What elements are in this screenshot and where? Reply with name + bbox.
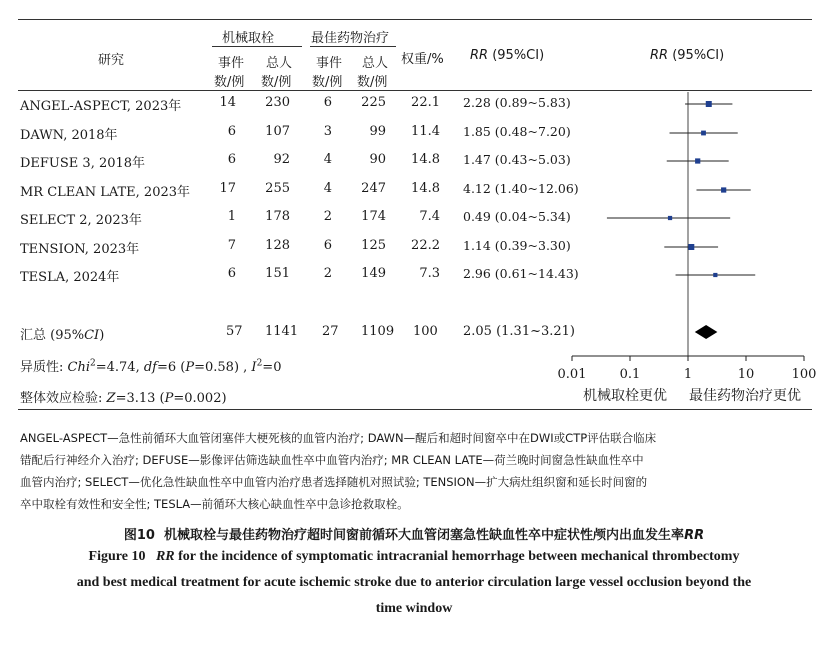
caption-en-label: Figure 10 [88,549,146,564]
caption-en-line-1 [10,544,818,570]
weight: 22.1 [411,95,440,110]
rr-ci-text: 1.14 (0.39~3.30) [463,238,571,253]
het-chi-sup: 2 [90,358,96,369]
events-medical: 6 [323,238,332,253]
study-name: TENSION, 2023年 [20,242,140,257]
summary-total-c: 1109 [361,324,395,339]
x-tick-label: 0.1 [619,367,641,382]
x-label-left: 机械取栓更优 [583,388,667,404]
het-p-val: =0.58) , [194,360,252,375]
total-medical: 99 [369,124,386,139]
x-tick-label: 10 [737,367,755,382]
plot-header-rr: RR [650,48,669,63]
total-medical: 247 [361,181,386,196]
overall-p: P [164,391,174,406]
rr-ci-text: 2.28 (0.89~5.83) [463,95,571,110]
events-medical: 3 [323,124,332,139]
het-i: I [251,360,257,375]
note-line-4: 卒中取栓有效性和安全性; TESLA—前循环大核心缺血性卒中急诊抢救取栓。 [20,497,409,511]
rr-ci-text: 2.96 (0.61~14.43) [463,266,579,281]
events-thrombectomy: 1 [227,209,236,224]
rr-ci-header-ci: (95%CI) [492,48,545,63]
events-thrombectomy: 17 [219,181,236,196]
summary-events-c: 27 [322,324,339,339]
plot-header-ci: (95%CI) [672,48,725,63]
study-name: TESLA, 2024年 [20,270,120,285]
events-thrombectomy: 14 [219,95,236,110]
het-p: P [185,360,195,375]
events-thrombectomy: 6 [227,152,236,167]
note-line-3: 血管内治疗; SELECT—优化急性缺血性卒中血管内治疗患者选择随机对照试验; TENSION—扩大病灶组织窗和延长时间窗的 [20,475,648,489]
total-thrombectomy: 230 [265,95,290,110]
total-thrombectomy: 151 [265,266,290,281]
weight: 22.2 [411,238,440,253]
het-i-sup: 2 [256,358,263,369]
events-thrombectomy: 6 [227,266,236,281]
overall-label: 整体效应检验: [20,391,107,406]
het-chi-val: =4.74, [95,360,144,375]
caption-en-text-1: for the incidence of symptomatic intracranial hemorrhage between mechanical thrombectomy [178,549,740,564]
summary-label-c: ) [99,328,105,343]
total-thrombectomy: 178 [265,209,290,224]
x-tick-label: 1 [683,367,693,382]
x-label-right: 最佳药物治疗更优 [689,388,801,404]
study-name: MR CLEAN LATE, 2023年 [20,185,191,200]
group-header-thrombectomy: 机械取栓 [222,31,275,46]
total-thrombectomy: 107 [265,124,290,139]
weight: 14.8 [411,152,440,167]
summary-label-a: 汇总 (95% [20,328,85,343]
events-header-t2: 数/例 [214,75,245,90]
rr-ci-text: 1.85 (0.48~7.20) [463,124,571,139]
weight: 14.8 [411,181,440,196]
events-medical: 4 [323,152,332,167]
events-header-c2: 数/例 [312,75,343,90]
caption-en-line-2: and best medical treatment for acute ischemic stroke due to anterior circulation large vessel occlusion beyond the [76,575,752,590]
total-header-c1: 总人 [362,56,389,71]
het-label: 异质性: [20,360,68,375]
x-tick-label: 0.01 [557,367,587,382]
caption-en-rr: RR [155,549,175,564]
total-medical: 149 [361,266,386,281]
point-estimate-select-2 [668,216,672,220]
total-header-t1: 总人 [266,56,293,71]
x-tick-label: 100 [791,367,817,382]
summary-label-ci: CI [84,328,100,343]
events-header-c1: 事件 [316,56,343,71]
point-estimate-dawn [701,131,706,136]
total-medical: 225 [361,95,386,110]
events-header-t1: 事件 [218,56,245,71]
het-chi: Chi [67,360,90,375]
study-name: SELECT 2, 2023年 [20,213,142,228]
weight: 7.3 [419,266,440,281]
overall-z: Z [106,391,116,406]
events-thrombectomy: 7 [227,238,236,253]
point-estimate-defuse-3 [695,158,700,163]
events-medical: 4 [323,181,332,196]
events-medical: 2 [323,209,332,224]
pooled-diamond [695,325,718,339]
study-column-header: 研究 [98,53,125,68]
point-estimate-tension [688,244,694,250]
total-thrombectomy: 255 [265,181,290,196]
group-header-medical: 最佳药物治疗 [311,31,390,46]
study-name: DEFUSE 3, 2018年 [20,156,146,171]
caption-cn-rr: RR [684,528,705,543]
study-name: DAWN, 2018年 [20,128,118,143]
weight: 11.4 [411,124,440,139]
point-estimate-tesla [713,273,717,277]
total-thrombectomy: 128 [265,238,290,253]
note-line-2: 错配后行神经介入治疗; DEFUSE—影像评估筛选缺血性卒中血管内治疗; MR CLEAN LATE—荷兰晚时间窗急性缺血性卒中 [20,453,644,467]
events-medical: 2 [323,266,332,281]
total-medical: 90 [369,152,386,167]
note-line-1: ANGEL-ASPECT—急性前循环大血管闭塞伴大梗死核的血管内治疗; DAWN—醒后和超时间窗卒中在DWI或CTP评估联合临床 [20,431,657,445]
rr-ci-text: 1.47 (0.43~5.03) [463,152,571,167]
rr-ci-text: 0.49 (0.04~5.34) [463,209,571,224]
het-i-val: =0 [262,360,282,375]
summary-total-t: 1141 [265,324,299,339]
caption-en [10,544,818,622]
summary-rr-ci: 2.05 (1.31~3.21) [463,324,576,339]
events-thrombectomy: 6 [227,124,236,139]
abbreviation-notes [20,427,656,515]
overall-z-val: =3.13 ( [115,391,165,406]
total-medical: 125 [361,238,386,253]
overall-p-val: =0.002) [173,391,227,406]
summary-events-t: 57 [226,324,243,339]
weight: 7.4 [419,209,440,224]
total-header-t2: 数/例 [261,75,292,90]
rr-ci-header-rr: RR [470,48,489,63]
caption-cn-label: 图10 [123,528,155,543]
het-df: df [143,360,157,375]
total-header-c2: 数/例 [357,75,388,90]
caption-cn [0,524,828,543]
caption-en-line-3: time window [375,601,453,616]
summary-weight: 100 [413,324,438,339]
total-thrombectomy: 92 [273,152,290,167]
rr-ci-text: 4.12 (1.40~12.06) [463,181,579,196]
total-medical: 174 [361,209,386,224]
events-medical: 6 [323,95,332,110]
study-name: ANGEL-ASPECT, 2023年 [20,99,182,114]
weight-header: 权重/% [401,52,444,67]
point-estimate-mr-clean-late [721,187,726,192]
het-df-val: =6 ( [156,360,186,375]
point-estimate-angel-aspect [706,101,712,107]
caption-cn-text: 机械取栓与最佳药物治疗超时间窗前循环大血管闭塞急性缺血性卒中症状性颅内出血发生率 [164,528,685,543]
